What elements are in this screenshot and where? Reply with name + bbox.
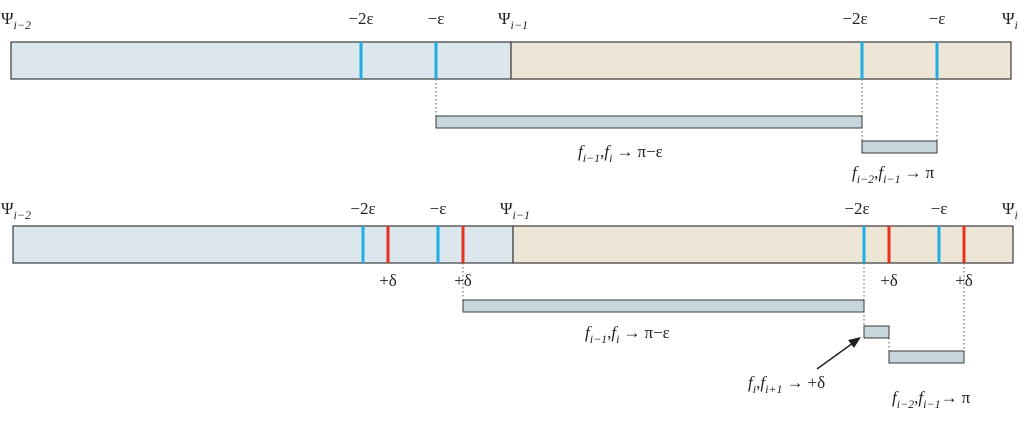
top-tick-label: −2ε [348,9,374,28]
bottom-boundary-label: $\Psi_{i-2}$ [1,199,31,222]
pointer-arrow [817,343,853,369]
bottom-boundary-label: $\Psi_i$ [1002,199,1018,222]
bottom-interval-label-long: $f_{i-1},f_i \to \pi-\varepsilon$ [585,323,670,346]
bottom-tick-label: −ε [429,199,447,218]
top-boundary-label: $\Psi_i$ [1002,9,1018,32]
bottom-panel [1,199,1018,411]
bottom-delta-label: +δ [454,271,472,290]
pointer-arrowhead [848,337,861,348]
bottom-interval-bar-short [889,351,964,363]
bottom-boundary-label: $\Psi_{i-1}$ [500,199,530,222]
bottom-delta-label: +δ [880,271,898,290]
bottom-interval-bar-long [463,300,864,312]
top-tick-label: −ε [427,9,445,28]
top-tick-label: −2ε [842,9,868,28]
top-interval-bar-long [436,116,862,128]
top-panel [1,9,1018,186]
bottom-tick-label: −2ε [844,199,870,218]
top-interval-label-short: $f_{i-2},f_{i-1} \to \pi$ [852,163,935,186]
top-boundary-label: $\Psi_{i-2}$ [1,9,31,32]
top-boundary-label: $\Psi_{i-1}$ [498,9,528,32]
bottom-interval-label-short: $f_{i-2},f_{i-1}\to \pi$ [892,388,971,411]
bottom-interval-label-delta: $f_i,f_{i+1} \to +\delta$ [748,373,826,396]
bottom-delta-label: +δ [379,271,397,290]
bottom-tick-label: −2ε [350,199,376,218]
bottom-tick-label: −ε [930,199,948,218]
bottom-interval-bar-delta [864,326,889,338]
top-interval-label-long: $f_{i-1},f_i \to \pi-\varepsilon$ [578,142,663,165]
bottom-delta-label: +δ [955,271,973,290]
top-tick-label: −ε [928,9,946,28]
top-interval-bar-short [862,141,937,153]
